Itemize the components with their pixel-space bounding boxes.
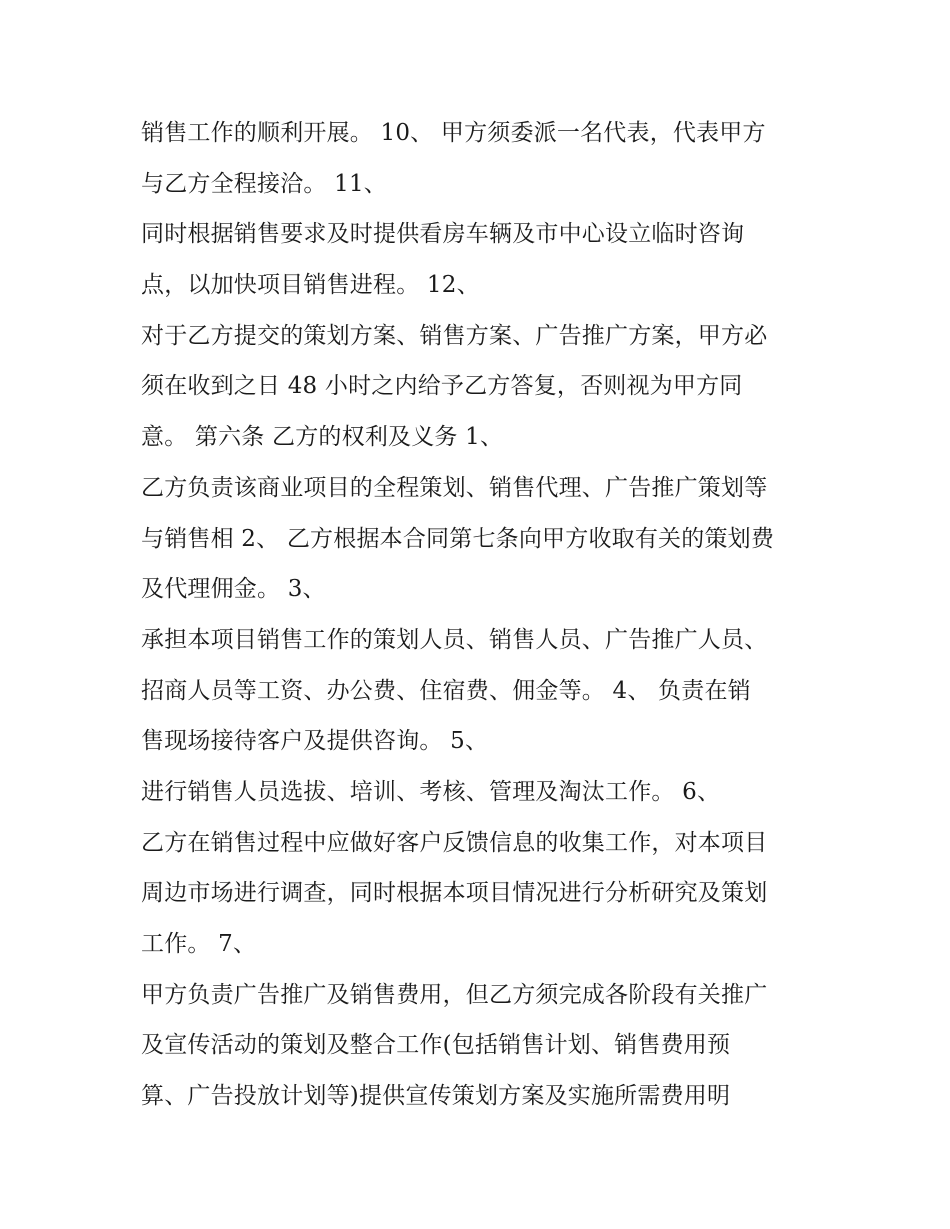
text-line-3: 同时根据销售要求及时提供看房车辆及市中心设立临时咨询 — [141, 221, 745, 248]
text-line-2: 与乙方全程接洽。 11、 — [141, 170, 387, 197]
text-line-20: 算、广告投放计划等)提供宣传策划方案及实施所需费用明 — [141, 1083, 731, 1110]
text-line-9: 与销售相 2、 乙方根据本合同第七条向甲方收取有关的策划费 — [141, 525, 775, 552]
text-line-7: 意。 第六条 乙方的权利及义务 1、 — [141, 424, 504, 451]
contract-body-text — [141, 108, 841, 1122]
text-line-8: 乙方负责该商业项目的全程策划、销售代理、广告推广策划等 — [141, 474, 768, 501]
text-line-17: 工作。 7、 — [141, 931, 257, 957]
text-line-19: 及宣传活动的策划及整合工作(包括销售计划、销售费用预 — [141, 1032, 731, 1059]
text-line-1: 销售工作的顺利开展。 10、 甲方须委派一名代表，代表甲方 — [141, 120, 766, 146]
text-line-10: 及代理佣金。 3、 — [141, 576, 326, 603]
text-line-6: 须在收到之日 48 小时之内给予乙方答复，否则视为甲方同 — [141, 373, 743, 400]
text-line-14: 进行销售人员选拔、培训、考核、管理及淘汰工作。 6、 — [141, 778, 721, 805]
text-line-5: 对于乙方提交的策划方案、销售方案、广告推广方案，甲方必 — [141, 322, 768, 349]
text-line-4: 点，以加快项目销售进程。 12、 — [141, 272, 480, 299]
text-line-18: 甲方负责广告推广及销售费用，但乙方须完成各阶段有关推广 — [141, 981, 768, 1008]
text-line-11: 承担本项目销售工作的策划人员、销售人员、广告推广人员、 — [141, 626, 768, 653]
text-line-13: 售现场接待客户及提供咨询。 5、 — [141, 728, 489, 755]
text-line-12: 招商人员等工资、办公费、住宿费、佣金等。 4、 负责在销 — [141, 677, 751, 704]
text-line-16: 周边市场进行调查，同时根据本项目情况进行分析研究及策划 — [141, 880, 768, 907]
text-line-15: 乙方在销售过程中应做好客户反馈信息的收集工作，对本项目 — [141, 829, 768, 856]
